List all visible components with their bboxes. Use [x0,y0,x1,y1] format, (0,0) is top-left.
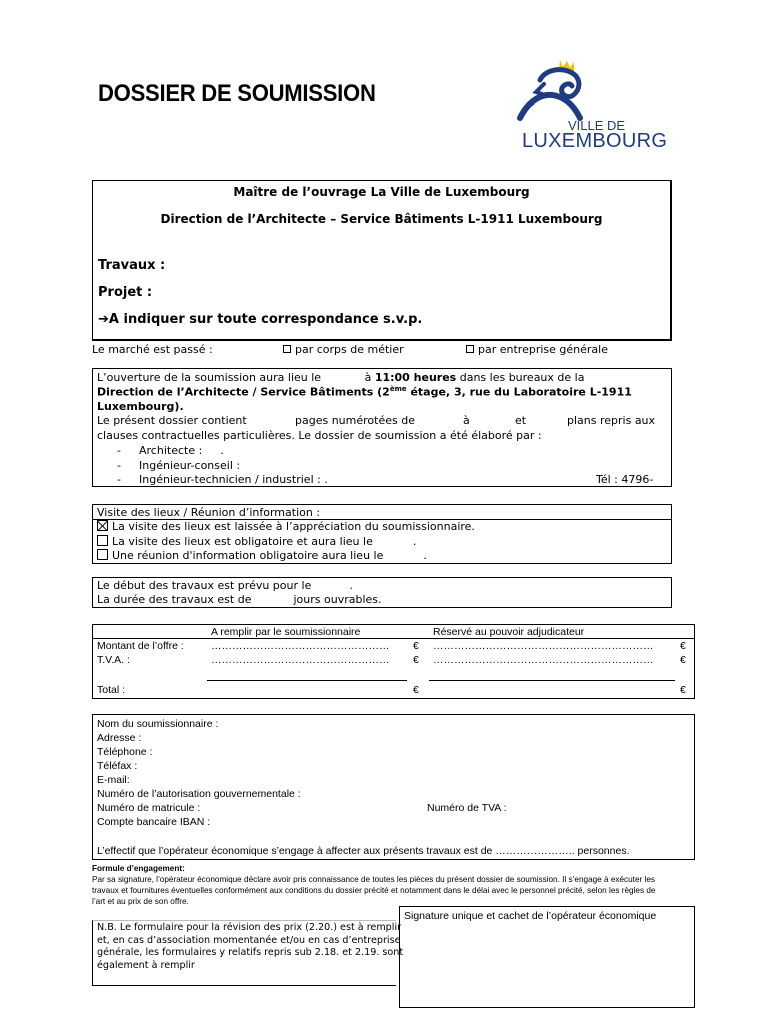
ouverture-line4 [97,414,667,427]
engagement-title: Formule d’engagement: [92,864,185,873]
numero-tva: Numéro de TVA : [427,802,507,814]
checkbox-reunion[interactable] [97,549,108,560]
reunion-label: Une réunion d'information obligatoire aura lieu le [112,549,384,562]
reunion-end: . [423,549,427,562]
visite-box [92,504,672,564]
checkbox-entreprise-generale[interactable] [466,345,474,353]
arrow-right-icon: ➔ [98,312,109,327]
nb-line3: générale, les formulaires y relatifs repris sub 2.18. et 2.19. sont [97,947,404,958]
ingenieur-conseil-line [117,459,240,472]
engagement-line1: Par sa signature, l’opérateur économique déclare avoir pris connaissance de toutes les pièces du présent dossier de soumission. Il s’engage à exécuter les [92,875,655,884]
euro-sign: € [680,654,686,666]
checkbox-corps-de-metier[interactable] [283,345,291,353]
nb-line1: N.B. Le formulaire pour la révision des prix (2.20.) est à remplir [97,922,402,933]
signature-label: Signature unique et cachet de l’opérateur économique [404,910,657,922]
montant-offre-label: Montant de l’offre : [97,640,184,652]
visite-obligatoire-end: . [412,535,417,548]
total-label: Total : [97,684,126,696]
ouverture-sup: ème [389,385,407,393]
document-title: DOSSIER DE SOUMISSION [98,80,376,107]
marche-label: Le marché est passé : [92,343,213,356]
tva-adjudicateur-field: ……………………………………………………… [433,654,654,666]
col-pouvoir-adjudicateur: Réservé au pouvoir adjudicateur [433,626,585,638]
compte-iban: Compte bancaire IBAN : [97,816,211,828]
euro-sign: € [680,684,686,696]
ingenieur-conseil-label: Ingénieur-conseil : [139,459,241,472]
checkbox-visite-appreciation[interactable] [97,520,108,531]
soumissionnaire-box [92,714,695,860]
duree-travaux-unit: jours ouvrables. [293,593,382,606]
ouverture-line1 [97,371,584,384]
pages-a: à [463,414,470,427]
email: E-mail: [97,774,130,786]
marche-option-generale[interactable] [466,343,608,356]
ouverture-bureaux: dans les bureaux de la [459,371,585,384]
bullet: - [117,473,121,486]
checkbox-visite-obligatoire[interactable] [97,535,108,546]
ingenieur-technicien-label: Ingénieur-technicien / industriel : . [139,473,328,486]
euro-sign: € [413,684,419,696]
debut-travaux-end: . [349,579,353,592]
euro-sign: € [680,640,686,652]
visite-obligatoire-label: La visite des lieux est obligatoire et aura lieu le [112,535,373,548]
nb-line4: également à remplir [97,959,195,971]
visite-option-obligatoire[interactable] [97,535,416,548]
marche-option-corps[interactable] [283,343,404,356]
ouverture-adresse: étage, 3, rue du Laboratoire L-1911 [406,385,632,399]
pages-numerotees: pages numérotées de [295,414,415,427]
nom-soumissionnaire: Nom du soumissionnaire : [97,718,219,730]
reunion-option[interactable] [97,549,427,562]
ouverture-line5: clauses contractuelles particulières. Le dossier de soumission a été élaboré par : [97,429,542,442]
visite-appreciation-label: La visite des lieux est laissée à l’appréciation du soumissionnaire. [112,520,475,533]
engagement-line3: l’art et au prix de son offre. [92,897,189,906]
montant-adjudicateur-field: ……………………………………………………… [433,640,654,652]
euro-sign: € [413,640,419,652]
euro-sign: € [413,654,419,666]
duree-travaux-line [97,593,382,606]
debut-travaux-line [97,579,353,592]
ouverture-line3: Luxembourg). [97,400,184,413]
ouverture-line2 [97,385,632,399]
logo-text-ville-de: VILLE DE [568,118,626,133]
marche-option-generale-label: par entreprise générale [478,343,608,356]
projet-label: Projet : [98,285,153,300]
ouverture-a: à [364,371,372,384]
visite-label: Visite des lieux / Réunion d’information : [97,506,321,519]
ouverture-heure: 11:00 heures [374,371,457,384]
signature-box[interactable] [399,906,695,1008]
logo-text-luxembourg: LUXEMBOURG [522,130,668,152]
correspondance-text: A indiquer sur toute correspondance s.v.p. [108,312,423,327]
offre-box [92,624,695,699]
ouverture-direction: Direction de l’Architecte / Service Bâtiments (2 [97,385,390,399]
ingenieur-technicien-line [117,473,328,486]
travaux-label: Travaux : [98,258,166,273]
autorisation-gouvernementale: Numéro de l’autorisation gouvernementale : [97,788,301,800]
header-box [92,180,672,341]
numero-matricule: Numéro de matricule : [97,802,201,814]
maitre-ouvrage-line: Maître de l’ouvrage La Ville de Luxembourg [233,185,530,199]
architecte-value: . [220,444,224,457]
pages-et: et [515,414,527,427]
effectif-line: L’effectif que l’opérateur économique s’engage à affecter aux présents travaux est de ………………….. personnes. [97,845,630,857]
montant-offre-field[interactable]: …………………………………………… [211,640,390,652]
col-soumissionnaire: A remplir par le soumissionnaire [211,626,361,638]
ouverture-date-label: L’ouverture de la soumission aura lieu le [97,371,322,384]
nb-box [92,920,404,986]
bullet: - [117,459,121,472]
nb-text [97,922,403,972]
nb-line2: et, en cas d’association momentanée et/ou en cas d’entreprise [97,934,401,946]
dossier-contient: Le présent dossier contient [97,414,247,427]
bullet: - [117,444,121,457]
debut-travaux-label: Le début des travaux est prévu pour le [97,579,312,592]
telephone-architecte: Tél : 4796- [596,473,654,486]
tva-field[interactable]: …………………………………………… [211,654,390,666]
telefax: Téléfax : [97,760,138,772]
marche-option-corps-label: par corps de métier [295,343,404,356]
travaux-debut-box [92,577,672,608]
ouverture-box [92,368,672,487]
correspondance-line [98,312,422,327]
adresse: Adresse : [97,732,142,744]
telephone: Téléphone : [97,746,153,758]
tva-label: T.V.A. : [97,654,130,666]
engagement-line2: travaux et fournitures éventuelles conformément aux conditions du dossier précité et notamment dans le délai avec le personnel précité, selon les règles de [92,886,656,895]
architecte-label: Architecte : [139,444,203,457]
direction-line: Direction de l’Architecte – Service Bâtiments L-1911 Luxembourg [160,212,603,226]
duree-travaux-label: La durée des travaux est de [97,593,252,606]
architecte-line [117,444,224,457]
plans-repris: plans repris aux [567,414,656,427]
visite-option-appreciation[interactable] [97,520,475,533]
